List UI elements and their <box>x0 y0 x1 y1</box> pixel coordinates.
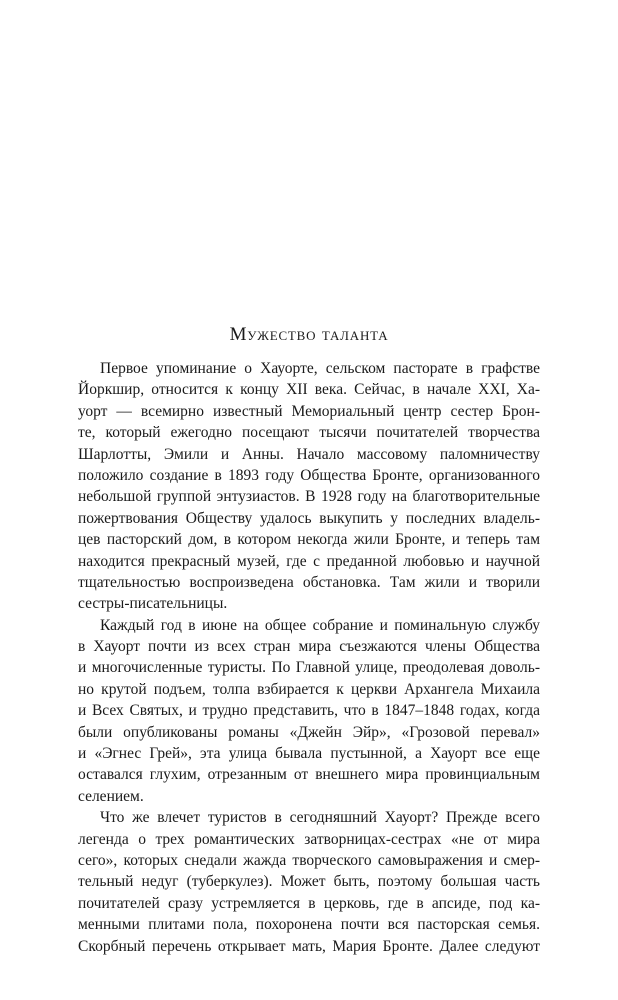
text-line: в Хауорт почти из всех стран мира съезжаются члены Общества <box>78 638 540 656</box>
text-line: и Всех Святых, и трудно представить, что в 1847–1848 годах, когда <box>78 702 540 720</box>
text-line: и многочисленные туристы. По Главной улице, преодолевая доволь- <box>78 659 540 677</box>
text-line: оставался глухим, отрезанным от внешнего мира провинциальным <box>78 766 540 784</box>
text-line: тельный недуг (туберкулез). Может быть, поэтому большая часть <box>78 873 540 891</box>
paragraph-1 <box>78 358 540 615</box>
body-text <box>78 358 540 957</box>
text-line: почитателей сразу устремляется в церковь, где в апсиде, под ка- <box>78 894 540 912</box>
text-line: находится прекрасный музей, где с преданной любовью и научной <box>78 552 540 570</box>
text-line: цев пасторский дом, в котором некогда жили Бронте, и теперь там <box>78 531 540 549</box>
text-line: сестры-писательницы. <box>78 595 228 613</box>
paragraph-3 <box>78 807 540 957</box>
text-line: и «Эгнес Грей», эта улица бывала пустынной, а Хауорт все еще <box>78 745 540 763</box>
text-line: были опубликованы романы «Джейн Эйр», «Грозовой перевал» <box>78 723 540 741</box>
text-line: селением. <box>78 787 144 805</box>
text-line: легенда о трех романтических затворницах-сестрах «не от мира <box>78 830 540 848</box>
text-line: сего», которых снедали жажда творческого самовыражения и смер- <box>78 851 540 869</box>
chapter-title: Мужество таланта <box>229 324 389 345</box>
text-line: положило создание в 1893 году Общества Бронте, организованного <box>78 466 540 484</box>
text-line: тщательностью воспроизведена обстановка. Там жили и творили <box>78 573 540 591</box>
text-line: Шарлотты, Эмили и Анны. Начало массовому паломничеству <box>78 445 540 463</box>
text-line: менными плитами пола, похоронена почти вся пасторская семья. <box>78 916 540 934</box>
text-line: небольшой группой энтузиастов. В 1928 году на благотворительные <box>78 488 540 506</box>
text-line: уорт — всемирно известный Мемориальный центр сестер Брон- <box>78 402 540 420</box>
text-line: Что же влечет туристов в сегодняшний Хауорт? Прежде всего <box>100 809 540 827</box>
text-line: Йоркшир, относится к концу XII века. Сейчас, в начале XXI, Ха- <box>78 381 540 399</box>
text-line: но крутой подъем, толпа взбирается к церкви Архангела Михаила <box>78 680 540 698</box>
text-line: Скорбный перечень открывает мать, Мария Бронте. Далее следуют <box>78 937 540 955</box>
paragraph-2 <box>78 615 540 808</box>
text-line: те, который ежегодно посещают тысячи почитателей творчества <box>78 424 540 442</box>
text-line: пожертвования Обществу удалось выкупить у последних владель- <box>78 509 540 527</box>
text-line: Первое упоминание о Хауорте, сельском пасторате в графстве <box>100 360 540 377</box>
text-line: Каждый год в июне на общее собрание и поминальную службу <box>100 616 540 634</box>
